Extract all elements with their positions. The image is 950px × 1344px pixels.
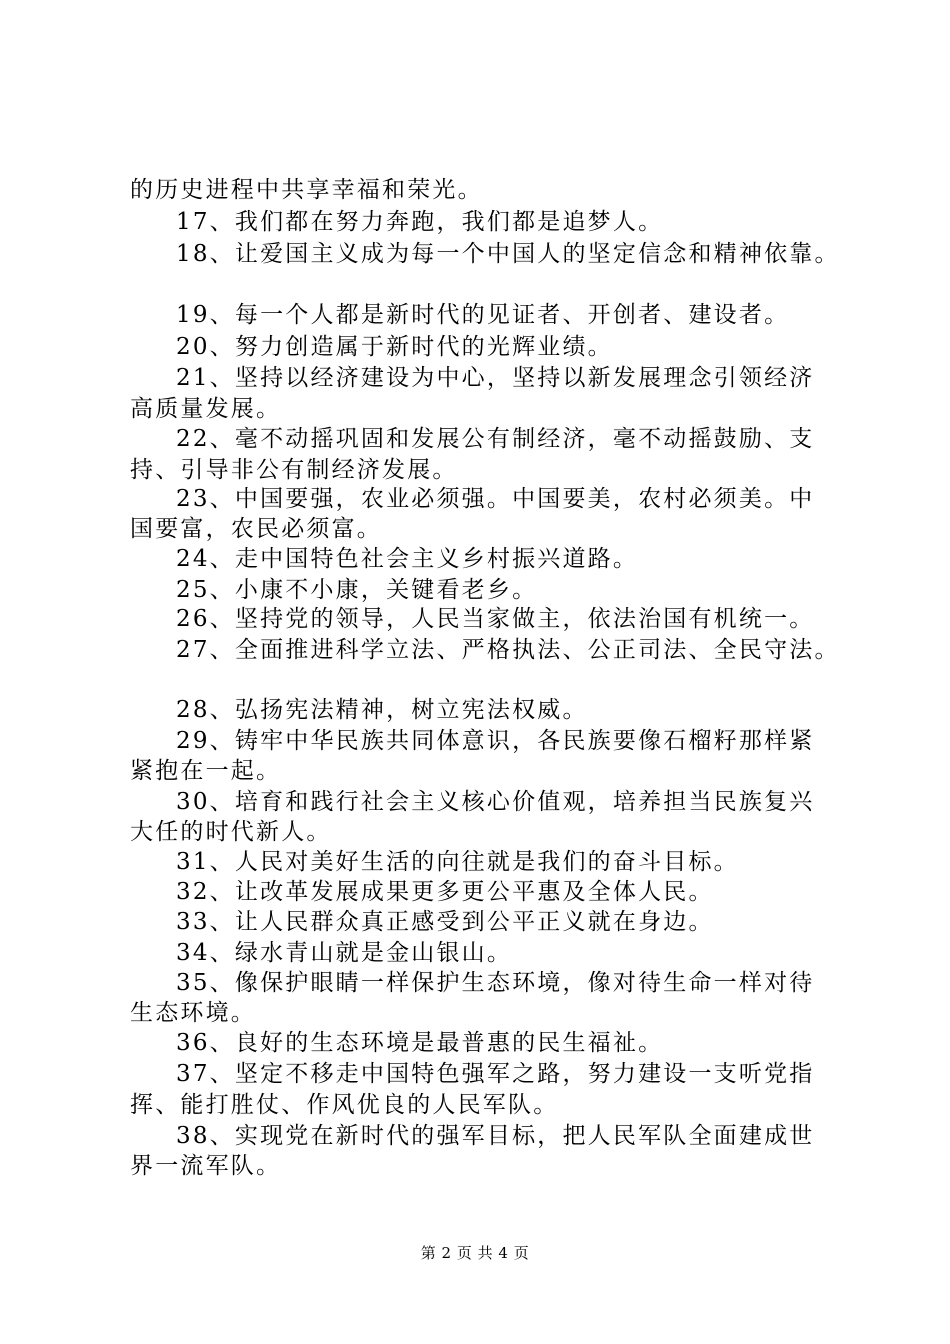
text-line: 生态环境。: [130, 1000, 256, 1026]
text-line: 持、引导非公有制经济发展。: [130, 457, 458, 483]
list-item: 36、良好的生态环境是最普惠的民生福祉。: [176, 1030, 664, 1056]
list-item: 31、人民对美好生活的向往就是我们的奋斗目标。: [176, 849, 739, 875]
text-line: 大任的时代新人。: [130, 819, 332, 845]
list-item: 32、让改革发展成果更多更公平惠及全体人民。: [176, 879, 714, 905]
text-line: 界一流军队。: [130, 1153, 282, 1179]
list-item: 35、像保护眼睛一样保护生态环境，像对待生命一样对待: [176, 970, 815, 996]
list-item: 27、全面推进科学立法、严格执法、公正司法、全民守法。: [176, 637, 840, 663]
text-line: 挥、能打胜仗、作风优良的人民军队。: [130, 1092, 559, 1118]
text-line: 国要富，农民必须富。: [130, 516, 382, 542]
list-item: 30、培育和践行社会主义核心价值观，培养担当民族复兴: [176, 789, 815, 815]
list-item: 34、绿水青山就是金山银山。: [176, 940, 513, 966]
list-item: 22、毫不动摇巩固和发展公有制经济，毫不动摇鼓励、支: [176, 426, 815, 452]
list-item: 38、实现党在新时代的强军目标，把人民军队全面建成世: [176, 1123, 815, 1149]
list-item: 24、走中国特色社会主义乡村振兴道路。: [176, 546, 639, 572]
list-item: 28、弘扬宪法精神，树立宪法权威。: [176, 697, 588, 723]
list-item: 23、中国要强，农业必须强。中国要美，农村必须美。中: [176, 486, 815, 512]
list-item: 17、我们都在努力奔跑，我们都是追梦人。: [176, 209, 664, 235]
list-item: 33、让人民群众真正感受到公平正义就在身边。: [176, 909, 714, 935]
list-item: 19、每一个人都是新时代的见证者、开创者、建设者。: [176, 302, 790, 328]
list-item: 26、坚持党的领导，人民当家做主，依法治国有机统一。: [176, 606, 815, 632]
list-item: 18、让爱国主义成为每一个中国人的坚定信念和精神依靠。: [176, 241, 840, 267]
list-item: 20、努力创造属于新时代的光辉业绩。: [176, 334, 613, 360]
page-footer: 第 2 页 共 4 页: [420, 1244, 530, 1262]
text-line: 紧抱在一起。: [130, 758, 282, 784]
text-line: 的历史进程中共享幸福和荣光。: [130, 177, 483, 203]
list-item: 29、铸牢中华民族共同体意识，各民族要像石榴籽那样紧: [176, 728, 815, 754]
list-item: 21、坚持以经济建设为中心，坚持以新发展理念引领经济: [176, 365, 815, 391]
list-item: 25、小康不小康，关键看老乡。: [176, 577, 538, 603]
list-item: 37、坚定不移走中国特色强军之路，努力建设一支听党指: [176, 1061, 815, 1087]
text-line: 高质量发展。: [130, 396, 282, 422]
